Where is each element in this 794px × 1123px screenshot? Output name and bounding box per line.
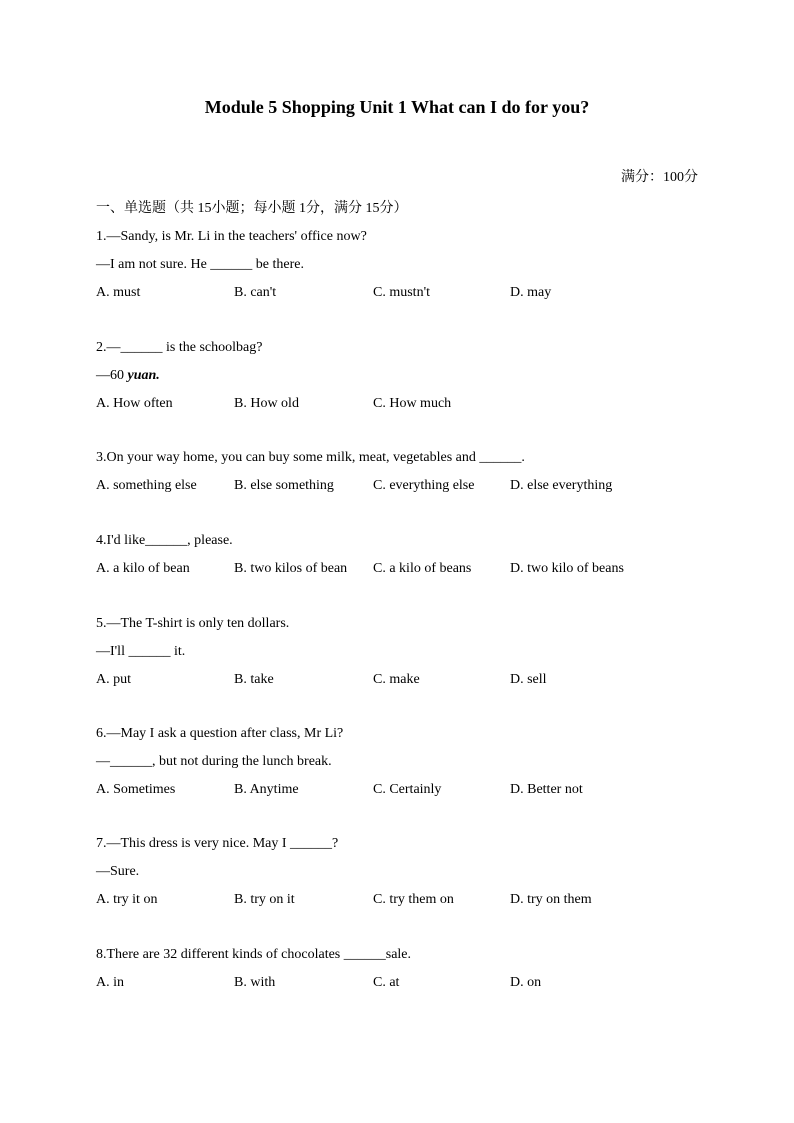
option-d: D. on [510, 975, 542, 990]
question-5-stem: 5.—The T-shirt is only ten dollars. [96, 616, 290, 631]
option-b: B. try on it [234, 892, 295, 907]
option-c: C. everything else [373, 478, 475, 493]
page-title: Module 5 Shopping Unit 1 What can I do for you? [204, 97, 590, 117]
question-5-options [96, 666, 716, 694]
option-c: C. Certainly [373, 782, 442, 797]
option-d: D. else everything [510, 478, 613, 493]
question-2-reply-prefix: —60 [96, 368, 128, 383]
option-d: D. may [510, 285, 552, 300]
option-b: B. How old [234, 396, 299, 411]
option-c: C. try them on [373, 892, 454, 907]
option-c: C. a kilo of beans [373, 561, 472, 576]
question-8 [96, 941, 716, 997]
question-2-reply-unit: yuan. [127, 368, 160, 383]
option-a: A. put [96, 672, 131, 687]
question-3-stem: 3.On your way home, you can buy some milk, meat, vegetables and ______. [96, 450, 525, 465]
question-7-stem: 7.—This dress is very nice. May I ______? [96, 836, 339, 851]
question-6-stem: 6.—May I ask a question after class, Mr Li? [96, 726, 344, 741]
question-6-reply: —______, but not during the lunch break. [96, 754, 332, 769]
option-a: A. a kilo of bean [96, 561, 190, 576]
option-d: D. sell [510, 672, 547, 687]
option-c: C. make [373, 672, 420, 687]
question-1-stem: 1.—Sandy, is Mr. Li in the teachers' office now? [96, 229, 367, 244]
option-a: A. something else [96, 478, 197, 493]
option-b: B. can't [234, 285, 277, 300]
option-d: D. Better not [510, 782, 583, 797]
question-5 [96, 610, 716, 694]
question-5-reply: —I'll ______ it. [96, 644, 186, 659]
question-4 [96, 527, 716, 583]
question-4-stem: 4.I'd like______, please. [96, 533, 233, 548]
option-b: B. with [234, 975, 276, 990]
question-3 [96, 444, 716, 500]
question-2-stem: 2.—______ is the schoolbag? [96, 340, 263, 355]
full-score-label: 满分：100分 [621, 170, 698, 185]
question-8-options [96, 969, 716, 997]
question-2-options [96, 390, 716, 418]
question-4-options [96, 555, 716, 583]
question-2-reply [96, 362, 716, 390]
option-b: B. else something [234, 478, 334, 493]
question-8-stem: 8.There are 32 different kinds of chocolates ______sale. [96, 947, 412, 962]
option-b: B. Anytime [234, 782, 299, 797]
question-6 [96, 720, 716, 804]
option-c: C. How much [373, 396, 452, 411]
option-a: A. How often [96, 396, 173, 411]
question-7 [96, 830, 716, 914]
question-2 [96, 334, 716, 418]
question-1-reply: —I am not sure. He ______ be there. [96, 257, 304, 272]
question-1-options [96, 279, 716, 307]
option-b: B. two kilos of bean [234, 561, 348, 576]
option-a: A. in [96, 975, 124, 990]
option-a: A. must [96, 285, 141, 300]
section-heading: 一、单选题（共 15小题；每小题 1分，满分 15分） [96, 201, 408, 216]
option-a: A. Sometimes [96, 782, 176, 797]
option-d: D. try on them [510, 892, 592, 907]
question-7-reply: —Sure. [96, 864, 140, 879]
question-7-options [96, 886, 716, 914]
option-a: A. try it on [96, 892, 158, 907]
question-6-options [96, 776, 716, 804]
question-1 [96, 223, 716, 307]
option-c: C. mustn't [373, 285, 430, 300]
option-b: B. take [234, 672, 274, 687]
option-c: C. at [373, 975, 400, 990]
question-3-options [96, 472, 716, 500]
option-d: D. two kilo of beans [510, 561, 624, 576]
